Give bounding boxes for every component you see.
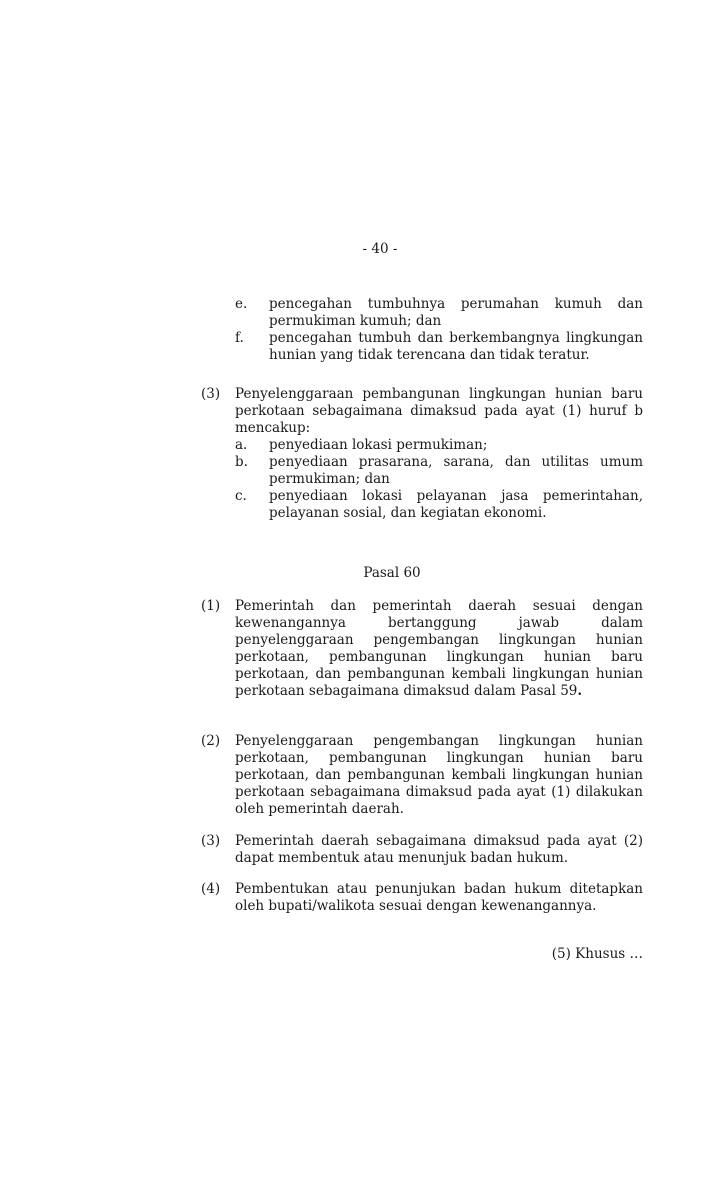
ayat-label: (2) [201, 733, 221, 749]
list-item-f [235, 330, 643, 364]
continued-list [201, 296, 643, 364]
ayat-item [201, 833, 643, 867]
list-item-text: penyediaan prasarana, sarana, dan utilitas umum permukiman; dan [269, 454, 643, 487]
ayat-item [201, 881, 643, 915]
list-item-text: pencegahan tumbuhnya perumahan kumuh dan permukiman kumuh; dan [269, 296, 643, 329]
list-item-label: f. [235, 330, 244, 346]
list-item-label: b. [235, 454, 248, 470]
ayat-text: Pemerintah daerah sebagaimana dimaksud pada ayat (2) dapat membentuk atau menunjuk badan hukum. [235, 833, 643, 866]
ayat-label: (3) [201, 386, 221, 402]
pasal-60-ayat-3 [201, 833, 643, 867]
ayat-item [201, 386, 643, 522]
ayat-end-mark: . [577, 683, 583, 699]
pasal-heading: Pasal 60 [363, 565, 421, 581]
list-item-text: penyediaan lokasi pelayanan jasa pemerintahan, pelayanan sosial, dan kegiatan ekonomi. [269, 488, 643, 521]
list-item-b [235, 454, 643, 488]
ayat-label: (3) [201, 833, 221, 849]
pasal-60-ayat-4 [201, 881, 643, 915]
ayat-label: (1) [201, 598, 221, 614]
list-item-label: e. [235, 296, 248, 312]
list-item-text: penyediaan lokasi permukiman; [269, 437, 488, 453]
page-number: - 40 - [362, 241, 398, 257]
ayat-item [201, 598, 643, 700]
ayat-body: Pemerintah dan pemerintah daerah sesuai dengan kewenangannya bertanggung jawab dalam penyelenggaraan pengembangan lingkungan hunian perkotaan, pembangunan lingkungan hunian baru perkotaan, dan pembangunan kembali lingkungan hunian perkotaan sebagaimana dimaksud dalam Pasal 59 [235, 598, 643, 699]
ayat-text: Pembentukan atau penunjukan badan hukum ditetapkan oleh bupati/walikota sesuai dengan kewenangannya. [235, 881, 643, 914]
next-page-cue: (5) Khusus … [551, 946, 643, 962]
pasal-60-ayat-1 [201, 598, 643, 700]
pasal-60-ayat-2 [201, 733, 643, 818]
list-item-a [235, 437, 643, 454]
ayat-label: (4) [201, 881, 221, 897]
ayat-item [201, 733, 643, 818]
list-item-c [235, 488, 643, 522]
ayat-text: Penyelenggaraan pengembangan lingkungan hunian perkotaan, pembangunan lingkungan hunian baru perkotaan, dan pembangunan kembali lingkungan hunian perkotaan sebagaimana dimaksud pada ayat (1) dilakukan oleh pemerintah daerah. [235, 733, 643, 817]
list-item-text: pencegahan tumbuh dan berkembangnya lingkungan hunian yang tidak terencana dan tidak teratur. [269, 330, 643, 363]
list-item-e [235, 296, 643, 330]
ayat-3-previous [201, 386, 643, 522]
list-item-label: a. [235, 437, 248, 453]
ayat-text [235, 598, 643, 700]
list-item-label: c. [235, 488, 247, 504]
ayat-text: Penyelenggaraan pembangunan lingkungan hunian baru perkotaan sebagaimana dimaksud pada ayat (1) huruf b mencakup: [235, 386, 643, 436]
